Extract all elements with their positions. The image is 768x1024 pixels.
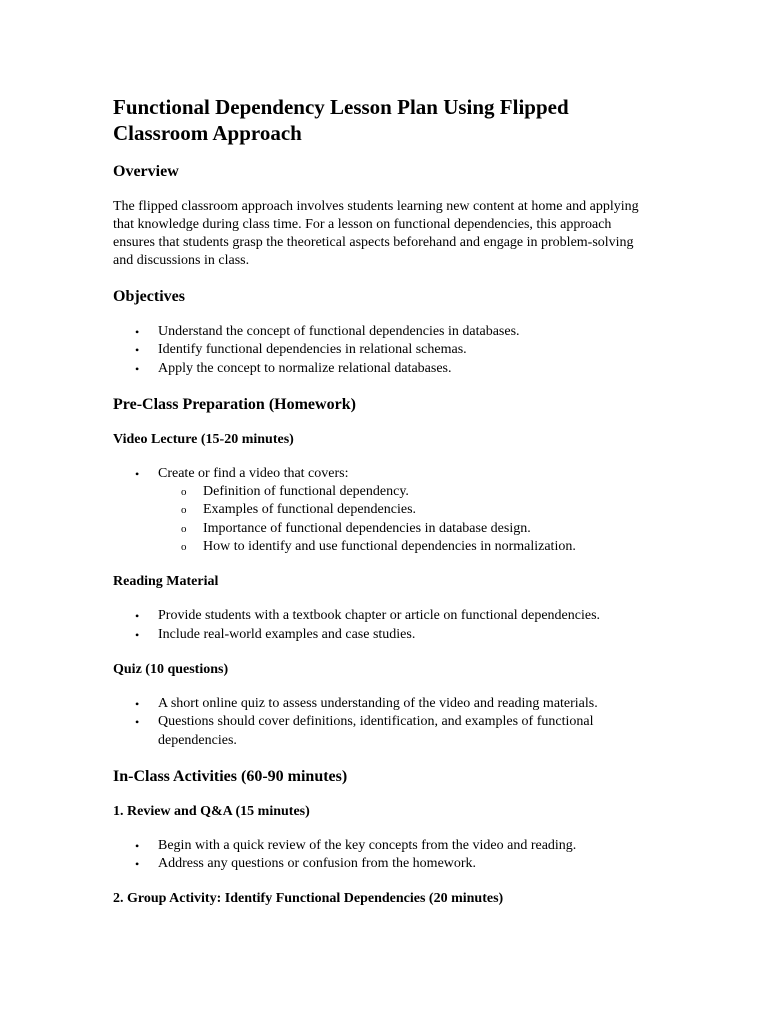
sub-list-item-text: How to identify and use functional dependencies in normalization. <box>203 539 576 555</box>
list-item <box>113 323 653 341</box>
list-item-text: Understand the concept of functional dependencies in databases. <box>158 324 520 339</box>
list-item-text: Apply the concept to normalize relational databases. <box>158 360 452 376</box>
group-activity-heading: 2. Group Activity: Identify Functional Dependencies (20 minutes) <box>113 891 504 907</box>
overview-paragraph: The flipped classroom approach involves students learning new content at home and applying that knowledge during class time. For a lesson on functional dependencies, this approach ensures that students grasp the theoretical aspects beforehand and engage in problem-solving and discussions in class. <box>113 199 639 268</box>
bullet-icon: • <box>135 696 140 711</box>
bullet-icon: • <box>135 325 140 339</box>
bullet-icon: • <box>135 361 140 376</box>
review-qa-list <box>113 837 653 874</box>
video-lecture-heading: Video Lecture (15-20 minutes) <box>113 431 294 447</box>
objectives-list <box>113 323 653 378</box>
bullet-icon: • <box>135 715 140 730</box>
bullet-icon: • <box>135 857 140 872</box>
list-item <box>113 837 653 855</box>
video-topics-sublist <box>158 483 653 556</box>
list-item <box>113 626 653 644</box>
list-item-text: Address any questions or confusion from the homework. <box>158 856 477 872</box>
list-item <box>113 713 653 750</box>
list-item-text: Include real-world examples and case studies. <box>158 626 416 642</box>
circle-bullet-icon: o <box>181 541 187 554</box>
list-item-text: Provide students with a textbook chapter or article on functional dependencies. <box>158 608 601 624</box>
sub-list-item <box>158 483 653 501</box>
circle-bullet-icon: o <box>181 504 187 517</box>
list-item-text: Identify functional dependencies in relational schemas. <box>158 342 467 358</box>
list-item-text: A short online quiz to assess understanding of the video and reading materials. <box>158 695 598 711</box>
quiz-heading: Quiz (10 questions) <box>113 661 229 677</box>
bullet-icon: • <box>135 466 140 481</box>
circle-bullet-icon: o <box>181 486 187 499</box>
list-item-text: Create or find a video that covers: <box>158 465 349 481</box>
sub-list-item-text: Examples of functional dependencies. <box>203 502 417 518</box>
sub-list-item <box>158 501 653 519</box>
video-lecture-list <box>113 465 653 556</box>
sub-list-item <box>158 538 653 556</box>
sub-list-item <box>158 520 653 538</box>
reading-material-heading: Reading Material <box>113 574 219 590</box>
bullet-icon: • <box>135 343 140 358</box>
list-item <box>113 341 653 359</box>
objectives-heading: Objectives <box>113 288 185 305</box>
list-item <box>113 465 653 556</box>
bullet-icon: • <box>135 627 140 642</box>
review-qa-heading: 1. Review and Q&A (15 minutes) <box>113 803 310 819</box>
list-item <box>113 360 653 378</box>
bullet-icon: • <box>135 609 140 624</box>
document-page <box>113 94 653 924</box>
list-item <box>113 695 653 713</box>
list-item-text: Begin with a quick review of the key concepts from the video and reading. <box>158 837 577 853</box>
document-title: Functional Dependency Lesson Plan Using Flipped Classroom Approach <box>113 95 569 145</box>
circle-bullet-icon: o <box>181 522 187 535</box>
list-item <box>113 855 653 873</box>
preclass-heading: Pre-Class Preparation (Homework) <box>113 395 356 413</box>
sub-list-item-text: Definition of functional dependency. <box>203 484 409 500</box>
overview-heading: Overview <box>113 163 179 180</box>
inclass-heading: In-Class Activities (60-90 minutes) <box>113 767 348 785</box>
list-item-text: Questions should cover definitions, identification, and examples of functional dependencies. <box>158 714 594 748</box>
sub-list-item-text: Importance of functional dependencies in database design. <box>203 520 531 536</box>
quiz-list <box>113 695 653 750</box>
reading-material-list <box>113 607 653 644</box>
list-item <box>113 607 653 625</box>
bullet-icon: • <box>135 838 140 853</box>
